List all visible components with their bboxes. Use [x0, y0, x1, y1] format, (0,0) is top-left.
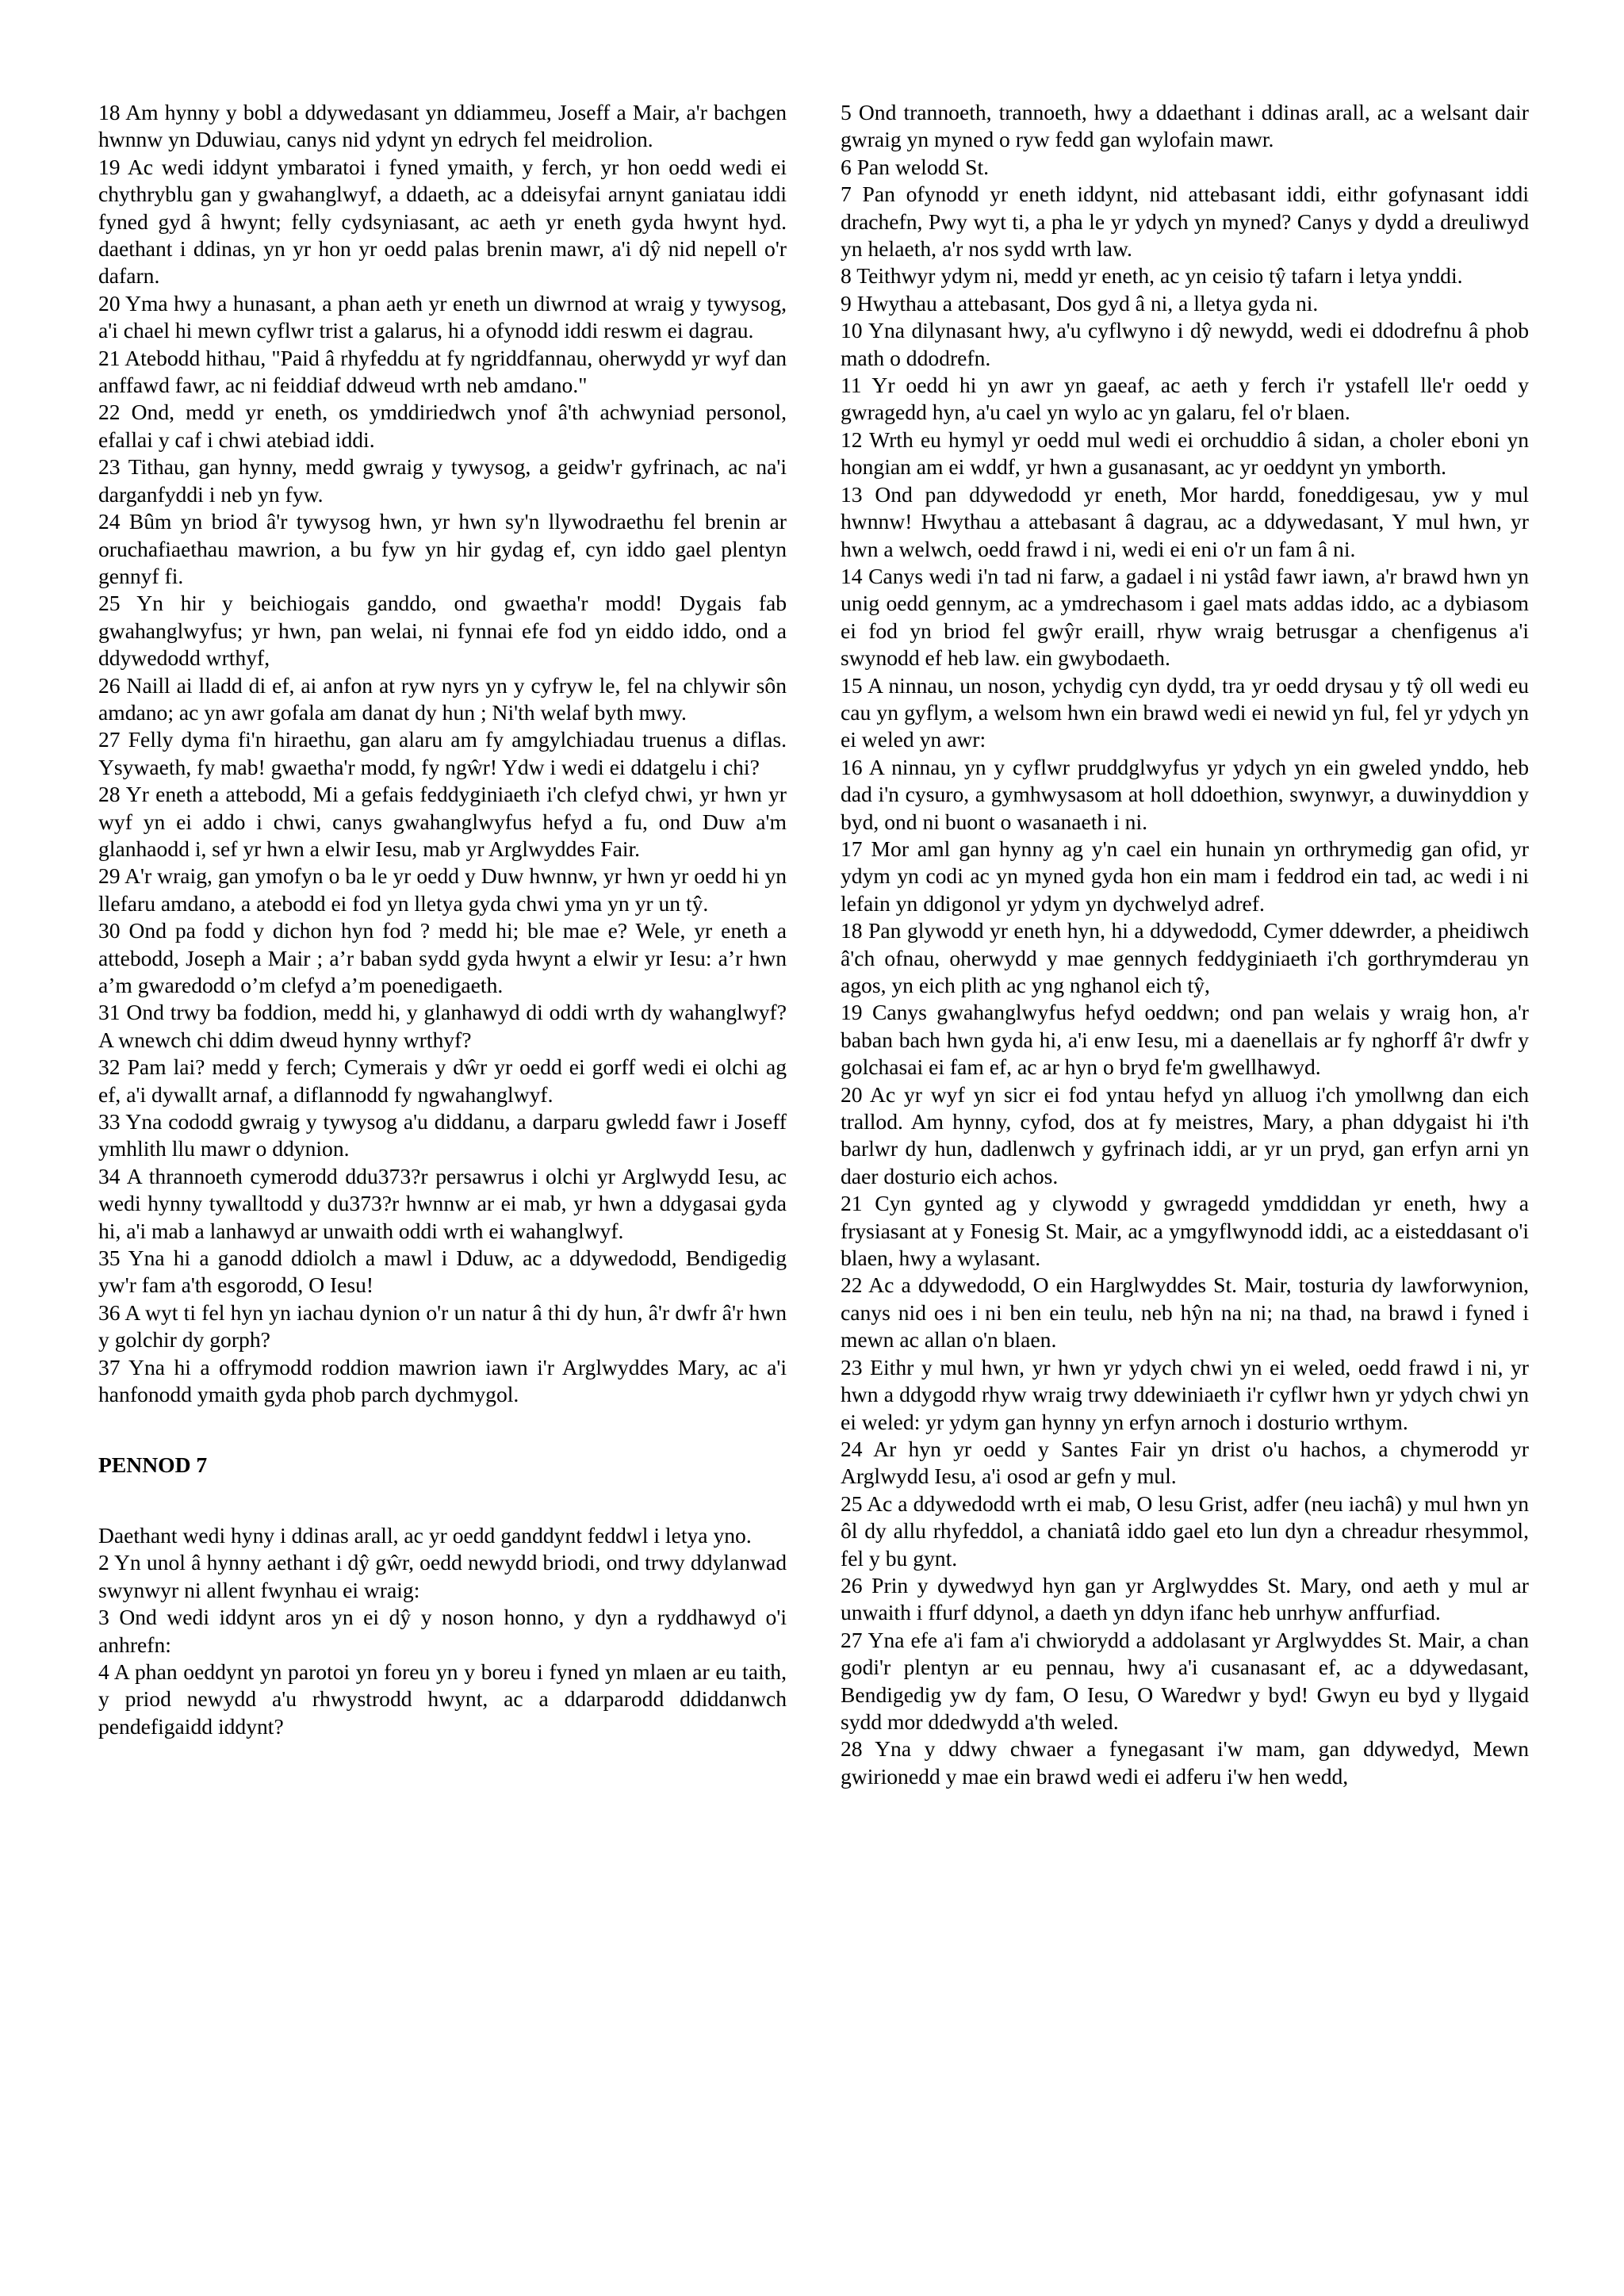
verse-paragraph: 19 Canys gwahanglwyfus hefyd oeddwn; ond pan welais y wraig hon, a'r baban bach hwn gyda hi, a'i enw Iesu, mi a daenellais ar fy nghorff â'r dwfr y golchasai ei fam ef, ac ar hyn o bryd fe'm gwellhawyd. [841, 1000, 1529, 1080]
verse-paragraph: 2 Yn unol â hynny aethant i dŷ gŵr, oedd newydd briodi, ond trwy ddylanwad swynwyr ni allent fwynhau ei wraig: [98, 1550, 787, 1602]
verse-paragraph: 5 Ond trannoeth, trannoeth, hwy a ddaethant i ddinas arall, ac a welsant dair gwraig yn myned o ryw fedd gan wylofain mawr. [841, 100, 1529, 152]
left-column [98, 99, 787, 1740]
verse-paragraph: 32 Pam lai? medd y ferch; Cymerais y dŵr yr oedd ei gorff wedi ei olchi ag ef, a'i dywallt arnaf, a diflannodd fy ngwahanglwyf. [98, 1054, 787, 1107]
left-column-verses [98, 99, 787, 1409]
verse-paragraph: 35 Yna hi a ganodd ddiolch a mawl i Dduw, ac a ddywedodd, Bendigedig yw'r fam a'th esgorodd, O Iesu! [98, 1246, 787, 1298]
verse-paragraph: 3 Ond wedi iddynt aros yn ei dŷ y noson honno, y dyn a ryddhawyd o'i anhrefn: [98, 1605, 787, 1657]
right-column-verses [841, 99, 1529, 1790]
verse-paragraph: 22 Ond, medd yr eneth, os ymddiriedwch ynof â'th achwyniad personol, efallai y caf i chwi atebiad iddi. [98, 400, 787, 452]
verse-paragraph: 26 Prin y dywedwyd hyn gan yr Arglwyddes St. Mary, ond aeth y mul ar unwaith i ffurf ddynol, a daeth yn ddyn ifanc heb unrhyw anffurfiad. [841, 1572, 1529, 1625]
verse-paragraph: 17 Mor aml gan hynny ag y'n cael ein hunain yn orthrymedig gan ofid, yr ydym yn codi ac yn myned gyda hon ein mam i feddrod ein tad, ac wedi i ni lefain yn ddigonol yr ydym yn dychwelyd adref. [841, 836, 1529, 916]
verse-paragraph: 12 Wrth eu hymyl yr oedd mul wedi ei orchuddio â sidan, a choler eboni yn hongian am ei wddf, yr hwn a gusanasant, ac yr oeddynt yn ymborth. [841, 427, 1529, 480]
verse-paragraph: 20 Ac yr wyf yn sicr ei fod yntau hefyd yn alluog i'ch ymollwng dan eich trallod. Am hynny, cyfod, dos at fy meistres, Mary, a phan ddygaist hi i'th barlwr dy hun, dadlenwch y gyfrinach iddi, ar yr un pryd, gan erfyn arni yn daer dosturio eich achos. [841, 1081, 1529, 1188]
verse-paragraph: 18 Pan glywodd yr eneth hyn, hi a ddywedodd, Cymer ddewrder, a pheidiwch â'ch ofnau, oherwydd y mae gennych feddyginiaeth i'ch gorthrymderau yn agos, yn eich plith ac yng nghanol eich tŷ, [841, 918, 1529, 997]
chapter-7-verses [98, 1522, 787, 1740]
verse-paragraph: 27 Yna efe a'i fam a'i chwiorydd a addolasant yr Arglwyddes St. Mair, a chan godi'r plentyn ar eu pennau, hwy a'i cusanasant ef, ac a ddywedasant, Bendigedig yw dy fam, O Iesu, O Waredwr y byd! Gwyn eu byd y llygaid sydd mor ddedwydd a'th weled. [841, 1627, 1529, 1734]
verse-paragraph: 28 Yna y ddwy chwaer a fynegasant i'w mam, gan ddywedyd, Mewn gwirionedd y mae ein brawd wedi ei adferu i'w hen wedd, [841, 1736, 1529, 1789]
verse-paragraph: 25 Yn hir y beichiogais ganddo, ond gwaetha'r modd! Dygais fab gwahanglwyfus; yr hwn, pan welai, ni fynnai efe fod yn eiddo iddo, ond a ddywedodd wrthyf, [98, 591, 787, 671]
verse-paragraph: 24 Bûm yn briod â'r tywysog hwn, yr hwn sy'n llywodraethu fel brenin ar oruchafiaethau mawrion, a bu fyw yn hir gydag ef, cyn iddo gael plentyn gennyf fi. [98, 509, 787, 588]
verse-paragraph: 13 Ond pan ddywedodd yr eneth, Mor hardd, foneddigesau, yw y mul hwnnw! Hwythau a attebasant â dagrau, ac a ddywedasant, Y mul hwn, yr hwn a welwch, oedd frawd i ni, wedi ei eni o'r un fam â ni. [841, 481, 1529, 561]
verse-paragraph: 34 A thrannoeth cymerodd ddu373?r persawrus i olchi yr Arglwydd Iesu, ac wedi hynny tywalltodd y du373?r hwnnw ar ei mab, yr hwn a ddygasai gyda hi, a'i mab a lanhawyd ar unwaith oddi wrth ei wahanglwyf. [98, 1163, 787, 1243]
verse-paragraph: 26 Naill ai lladd di ef, ai anfon at ryw nyrs yn y cyfryw le, fel na chlywir sôn amdano; ac yn awr gofala am danat dy hun ; Ni'th welaf byth mwy. [98, 672, 787, 725]
verse-paragraph: 24 Ar hyn yr oedd y Santes Fair yn drist o'u hachos, a chymerodd yr Arglwydd Iesu, a'i osod ar gefn y mul. [841, 1436, 1529, 1489]
verse-paragraph: 33 Yna cododd gwraig y tywysog a'u diddanu, a darparu gwledd fawr i Joseff ymhlith llu mawr o ddynion. [98, 1109, 787, 1161]
verse-paragraph: 11 Yr oedd hi yn awr yn gaeaf, ac aeth y ferch i'r ystafell lle'r oedd y gwragedd hyn, a'u cael yn wylo ac yn galaru, fel o'r blaen. [841, 373, 1529, 425]
verse-paragraph: 20 Yma hwy a hunasant, a phan aeth yr eneth un diwrnod at wraig y tywysog, a'i chael hi mewn cyflwr trist a galarus, hi a ofynodd iddi reswm ei dagrau. [98, 290, 787, 343]
verse-paragraph: 27 Felly dyma fi'n hiraethu, gan alaru am fy amgylchiadau truenus a diflas. Ysywaeth, fy mab! gwaetha'r modd, fy ngŵr! Ydw i wedi ei ddatgelu i chi? [98, 727, 787, 779]
verse-paragraph: 18 Am hynny y bobl a ddywedasant yn ddiammeu, Joseff a Mair, a'r bachgen hwnnw yn Dduwiau, canys nid ydynt yn edrych fel meidrolion. [98, 100, 787, 152]
verse-paragraph: 23 Tithau, gan hynny, medd gwraig y tywysog, a geidw'r gyfrinach, ac na'i darganfyddi i neb yn fyw. [98, 454, 787, 507]
verse-paragraph: 10 Yna dilynasant hwy, a'u cyflwyno i dŷ newydd, wedi ei ddodrefnu â phob math o ddodrefn. [841, 318, 1529, 370]
verse-paragraph: 6 Pan welodd St. [841, 154, 990, 179]
verse-paragraph: 22 Ac a ddywedodd, O ein Harglwyddes St. Mair, tosturia dy lawforwynion, canys nid oes i ni ben ein teulu, neb hŷn na ni; na thad, na brawd i fyned i mewn ac allan o'n blaen. [841, 1272, 1529, 1353]
verse-paragraph: 4 A phan oeddynt yn parotoi yn foreu yn y boreu i fyned yn mlaen ar eu taith, y priod newydd a'u rhwystrodd hwynt, ac a ddarparodd ddiddanwch pendefigaidd iddynt? [98, 1659, 787, 1739]
right-column [841, 99, 1529, 1790]
verse-paragraph: 21 Atebodd hithau, "Paid â rhyfeddu at fy ngriddfannau, oherwydd yr wyf dan anffawd fawr, ac ni feiddiaf ddweud wrth neb amdano." [98, 345, 787, 398]
verse-paragraph: 15 A ninnau, un noson, ychydig cyn dydd, tra yr oedd drysau y tŷ oll wedi eu cau yn gyflym, a welsom hwn ein brawd wedi ei newid yn ful, fel yr ydych yn ei weled yn awr: [841, 672, 1529, 752]
verse-paragraph: 23 Eithr y mul hwn, yr hwn yr ydych chwi yn ei weled, oedd frawd i ni, yr hwn a ddygodd rhyw wraig trwy ddewiniaeth i'r cyflwr hwn yr ydych chwi yn ei weled: yr ydym gan hynny yn erfyn arnoch i dosturio wrthym. [841, 1354, 1529, 1434]
verse-paragraph: 16 A ninnau, yn y cyflwr pruddglwyfus yr ydych yn ein gweled ynddo, heb dad i'n cysuro, a gymhwysasom at holl ddoethion, swynwyr, a duwinyddion y byd, ond ni buont o wasanaeth i ni. [841, 754, 1529, 834]
verse-paragraph: 8 Teithwyr ydym ni, medd yr eneth, ac yn ceisio tŷ tafarn i letya ynddi. [841, 263, 1463, 289]
verse-paragraph: 37 Yna hi a offrymodd roddion mawrion iawn i'r Arglwyddes Mary, ac a'i hanfonodd ymaith gyda phob parch dychmygol. [98, 1354, 787, 1407]
verse-paragraph: Daethant wedi hyny i ddinas arall, ac yr oedd ganddynt feddwl i letya yno. [98, 1522, 752, 1548]
verse-paragraph: 31 Ond trwy ba foddion, medd hi, y glanhawyd di oddi wrth dy wahanglwyf? A wnewch chi ddim dweud hynny wrthyf? [98, 1000, 787, 1052]
verse-paragraph: 30 Ond pa fodd y dichon hyn fod ? medd hi; ble mae e? Wele, yr eneth a attebodd, Joseph a Mair ; a’r baban sydd gyda hwynt a elwir yr Iesu: a’r hwn a’m gwaredodd o’m clefyd a’m poenedigaeth. [98, 918, 787, 997]
verse-paragraph: 25 Ac a ddywedodd wrth ei mab, O lesu Grist, adfer (neu iachâ) y mul hwn yn ôl dy allu rhyfeddol, a chaniatâ iddo gael eto lun dyn a chreadur rhesymmol, fel y bu gynt. [841, 1490, 1529, 1571]
verse-paragraph: 9 Hwythau a attebasant, Dos gyd â ni, a lletya gyda ni. [841, 290, 1319, 316]
chapter-heading: PENNOD 7 [98, 1452, 208, 1477]
verse-paragraph: 7 Pan ofynodd yr eneth iddynt, nid attebasant iddi, eithr gofynasant iddi drachefn, Pwy wyt ti, a pha le yr ydych yn myned? Canys y dydd a dreuliwyd yn helaeth, a'r nos sydd wrth law. [841, 182, 1529, 262]
verse-paragraph: 21 Cyn gynted ag y clywodd y gwragedd ymddiddan yr eneth, hwy a frysiasant at y Fonesig St. Mair, ac a ymgyflwynodd iddi, ac a eisteddasant o'i blaen, hwy a wylasant. [841, 1191, 1529, 1271]
verse-paragraph: 19 Ac wedi iddynt ymbaratoi i fyned ymaith, y ferch, yr hon oedd wedi ei chythryblu gan y gwahanglwyf, a ddaeth, ac a ddeisyfai arnynt ganiatau iddi fyned gyd â hwynt; felly cydsyniasant, ac aeth yr eneth gyda hwynt hyd. daethant i ddinas, yn yr hon yr oedd palas brenin mawr, a'i dŷ nid nepell o'r dafarn. [98, 154, 787, 289]
verse-paragraph: 29 A'r wraig, gan ymofyn o ba le yr oedd y Duw hwnnw, yr hwn yr oedd hi yn llefaru amdano, a atebodd ei fod yn lletya gyda chwi yma yn yr un tŷ. [98, 863, 787, 916]
verse-paragraph: 28 Yr eneth a attebodd, Mi a gefais feddyginiaeth i'ch clefyd chwi, yr hwn yr wyf yn ei addo i chwi, canys gwahanglwyfus hefyd a fu, ond Duw a'm glanhaodd i, sef yr hwn a elwir Iesu, mab yr Arglwyddes Fair. [98, 782, 787, 861]
verse-paragraph: 36 A wyt ti fel hyn yn iachau dynion o'r un natur â thi dy hun, â'r dwfr â'r hwn y golchir dy gorph? [98, 1299, 787, 1353]
verse-paragraph: 14 Canys wedi i'n tad ni farw, a gadael i ni ystâd fawr iawn, a'r brawd hwn yn unig oedd gennym, ac a ymdrechasom i gael mats addas iddo, ac a dybiasom ei fod yn briod fel gwŷr eraill, rhyw wraig betrusgar a chenfigenus a'i swynodd ef heb law. ein gwybodaeth. [841, 563, 1529, 671]
